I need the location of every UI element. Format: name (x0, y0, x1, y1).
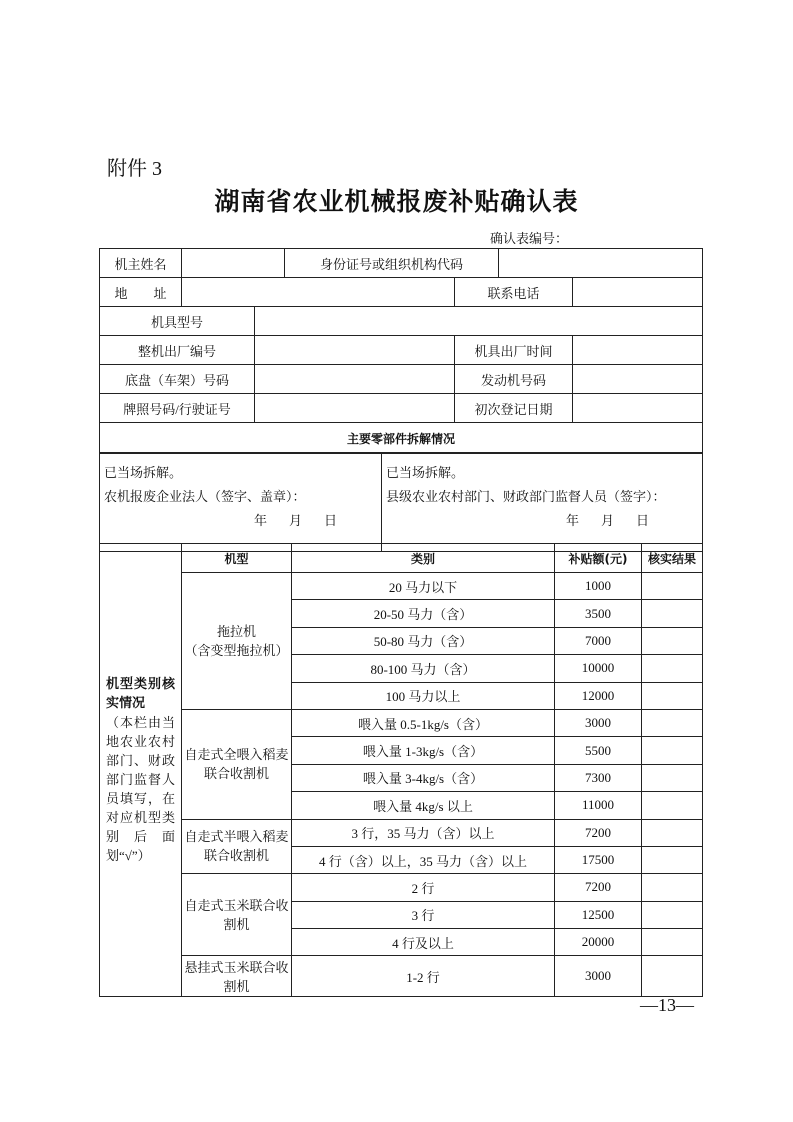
subsidy-amount-cell: 3000 (555, 956, 642, 997)
category-cell: 4 行（含）以上，35 马力（含）以上 (292, 846, 555, 873)
subsidy-amount-cell: 7200 (555, 874, 642, 901)
category-cell: 20-50 马力（含） (292, 600, 555, 627)
subsidy-amount-cell: 3500 (555, 600, 642, 627)
document-title: 湖南省农业机械报废补贴确认表 (214, 187, 579, 216)
month-label: 月 (601, 513, 615, 528)
enterprise-date (104, 509, 377, 533)
subsidy-amount-cell: 5500 (555, 737, 642, 764)
category-cell: 喂入量 4kg/s 以上 (292, 792, 555, 819)
machine-type-cell: 自走式玉米联合收割机 (182, 874, 292, 956)
serial-label: 整机出厂编号 (100, 336, 255, 365)
subsidy-amount-cell: 10000 (555, 655, 642, 682)
model-label: 机具型号 (100, 307, 255, 336)
subsidy-amount-cell: 12500 (555, 901, 642, 928)
category-cell: 100 马力以上 (292, 682, 555, 709)
subsidy-amount-cell: 7200 (555, 819, 642, 846)
table-row (100, 874, 703, 901)
subsidy-header: 补贴额(元) (555, 544, 642, 573)
verification-result-cell[interactable] (642, 600, 703, 627)
verification-result-cell[interactable] (642, 627, 703, 654)
verification-result-cell[interactable] (642, 737, 703, 764)
category-cell: 3 行 (292, 901, 555, 928)
category-cell: 喂入量 1-3kg/s（含） (292, 737, 555, 764)
verification-result-cell[interactable] (642, 874, 703, 901)
confirmation-number-label: 确认表编号： (490, 231, 569, 246)
result-header: 核实结果 (642, 544, 703, 573)
dismantle-heading: 主要零部件拆解情况 (100, 423, 703, 454)
table-row (100, 819, 703, 846)
verification-result-cell[interactable] (642, 655, 703, 682)
category-cell: 20 马力以下 (292, 573, 555, 600)
address-label: 地 址 (100, 278, 182, 307)
machine-type-header: 机型 (182, 544, 292, 573)
verification-result-cell[interactable] (642, 709, 703, 736)
subsidy-amount-cell: 7000 (555, 627, 642, 654)
subsidy-amount-cell: 3000 (555, 709, 642, 736)
month-label: 月 (289, 513, 303, 528)
category-cell: 2 行 (292, 874, 555, 901)
subsidy-amount-cell: 11000 (555, 792, 642, 819)
category-header: 类别 (292, 544, 555, 573)
category-cell: 50-80 马力（含） (292, 627, 555, 654)
enterprise-signature-label: 农机报废企业法人（签字、盖章）： (104, 489, 306, 504)
day-label: 日 (636, 513, 650, 528)
supervisor-signature-label: 县级农业农村部门、财政部门监督人员（签字）： (386, 489, 666, 504)
address-field[interactable] (182, 278, 455, 307)
attachment-label: 附件 3 (107, 158, 162, 180)
verification-result-cell[interactable] (642, 846, 703, 873)
page-number: —13— (640, 995, 694, 1015)
verification-result-cell[interactable] (642, 792, 703, 819)
subsidy-amount-cell: 7300 (555, 764, 642, 791)
first-reg-field[interactable] (573, 394, 703, 423)
plate-field[interactable] (255, 394, 455, 423)
engine-label: 发动机号码 (455, 365, 573, 394)
table-row (100, 956, 703, 997)
category-cell: 喂入量 0.5-1kg/s（含） (292, 709, 555, 736)
verification-result-cell[interactable] (642, 764, 703, 791)
chassis-field[interactable] (255, 365, 455, 394)
side-title: 机型类别核实情况 (106, 677, 175, 712)
subsidy-amount-cell: 12000 (555, 682, 642, 709)
machine-type-cell: 拖拉机 （含变型拖拉机） (182, 573, 292, 710)
verification-result-cell[interactable] (642, 929, 703, 956)
factory-date-field[interactable] (573, 336, 703, 365)
verification-side-note (100, 544, 182, 997)
enterprise-signature-cell[interactable] (100, 453, 382, 552)
verification-result-cell[interactable] (642, 573, 703, 600)
subsidy-amount-cell: 17500 (555, 846, 642, 873)
dismantle-table (99, 452, 703, 552)
table-row (100, 709, 703, 736)
serial-field[interactable] (255, 336, 455, 365)
phone-field[interactable] (573, 278, 703, 307)
model-field[interactable] (255, 307, 703, 336)
subsidy-amount-cell: 1000 (555, 573, 642, 600)
verification-result-cell[interactable] (642, 956, 703, 997)
side-note: （本栏由当地农业农村部门、财政部门监督人员填写，在对应机型类别后面划“√”） (106, 715, 175, 864)
first-reg-label: 初次登记日期 (455, 394, 573, 423)
table-row (100, 573, 703, 600)
category-cell: 1-2 行 (292, 956, 555, 997)
year-label: 年 (254, 513, 268, 528)
supervisor-signature-cell[interactable] (382, 453, 703, 552)
phone-label: 联系电话 (455, 278, 573, 307)
owner-name-field[interactable] (182, 249, 285, 278)
verification-result-cell[interactable] (642, 819, 703, 846)
machine-type-cell: 自走式半喂入稻麦联合收割机 (182, 819, 292, 874)
day-label: 日 (324, 513, 338, 528)
plate-label: 牌照号码/行驶证号 (100, 394, 255, 423)
supervisor-date (386, 509, 698, 533)
year-label: 年 (566, 513, 580, 528)
verification-result-cell[interactable] (642, 682, 703, 709)
category-cell: 80-100 马力（含） (292, 655, 555, 682)
owner-name-label: 机主姓名 (100, 249, 182, 278)
machine-type-cell: 自走式全喂入稻麦联合收割机 (182, 709, 292, 819)
enterprise-dismantled-text: 已当场拆解。 (104, 465, 183, 480)
category-cell: 喂入量 3-4kg/s（含） (292, 764, 555, 791)
subsidy-amount-cell: 20000 (555, 929, 642, 956)
supervisor-dismantled-text: 已当场拆解。 (386, 465, 465, 480)
category-cell: 4 行及以上 (292, 929, 555, 956)
id-code-field[interactable] (499, 249, 703, 278)
factory-date-label: 机具出厂时间 (455, 336, 573, 365)
verification-table (99, 543, 703, 997)
id-code-label: 身份证号或组织机构代码 (285, 249, 499, 278)
chassis-label: 底盘（车架）号码 (100, 365, 255, 394)
engine-field[interactable] (573, 365, 703, 394)
verification-result-cell[interactable] (642, 901, 703, 928)
machine-type-cell: 悬挂式玉米联合收割机 (182, 956, 292, 997)
machine-info-table (99, 248, 703, 454)
category-cell: 3 行，35 马力（含）以上 (292, 819, 555, 846)
